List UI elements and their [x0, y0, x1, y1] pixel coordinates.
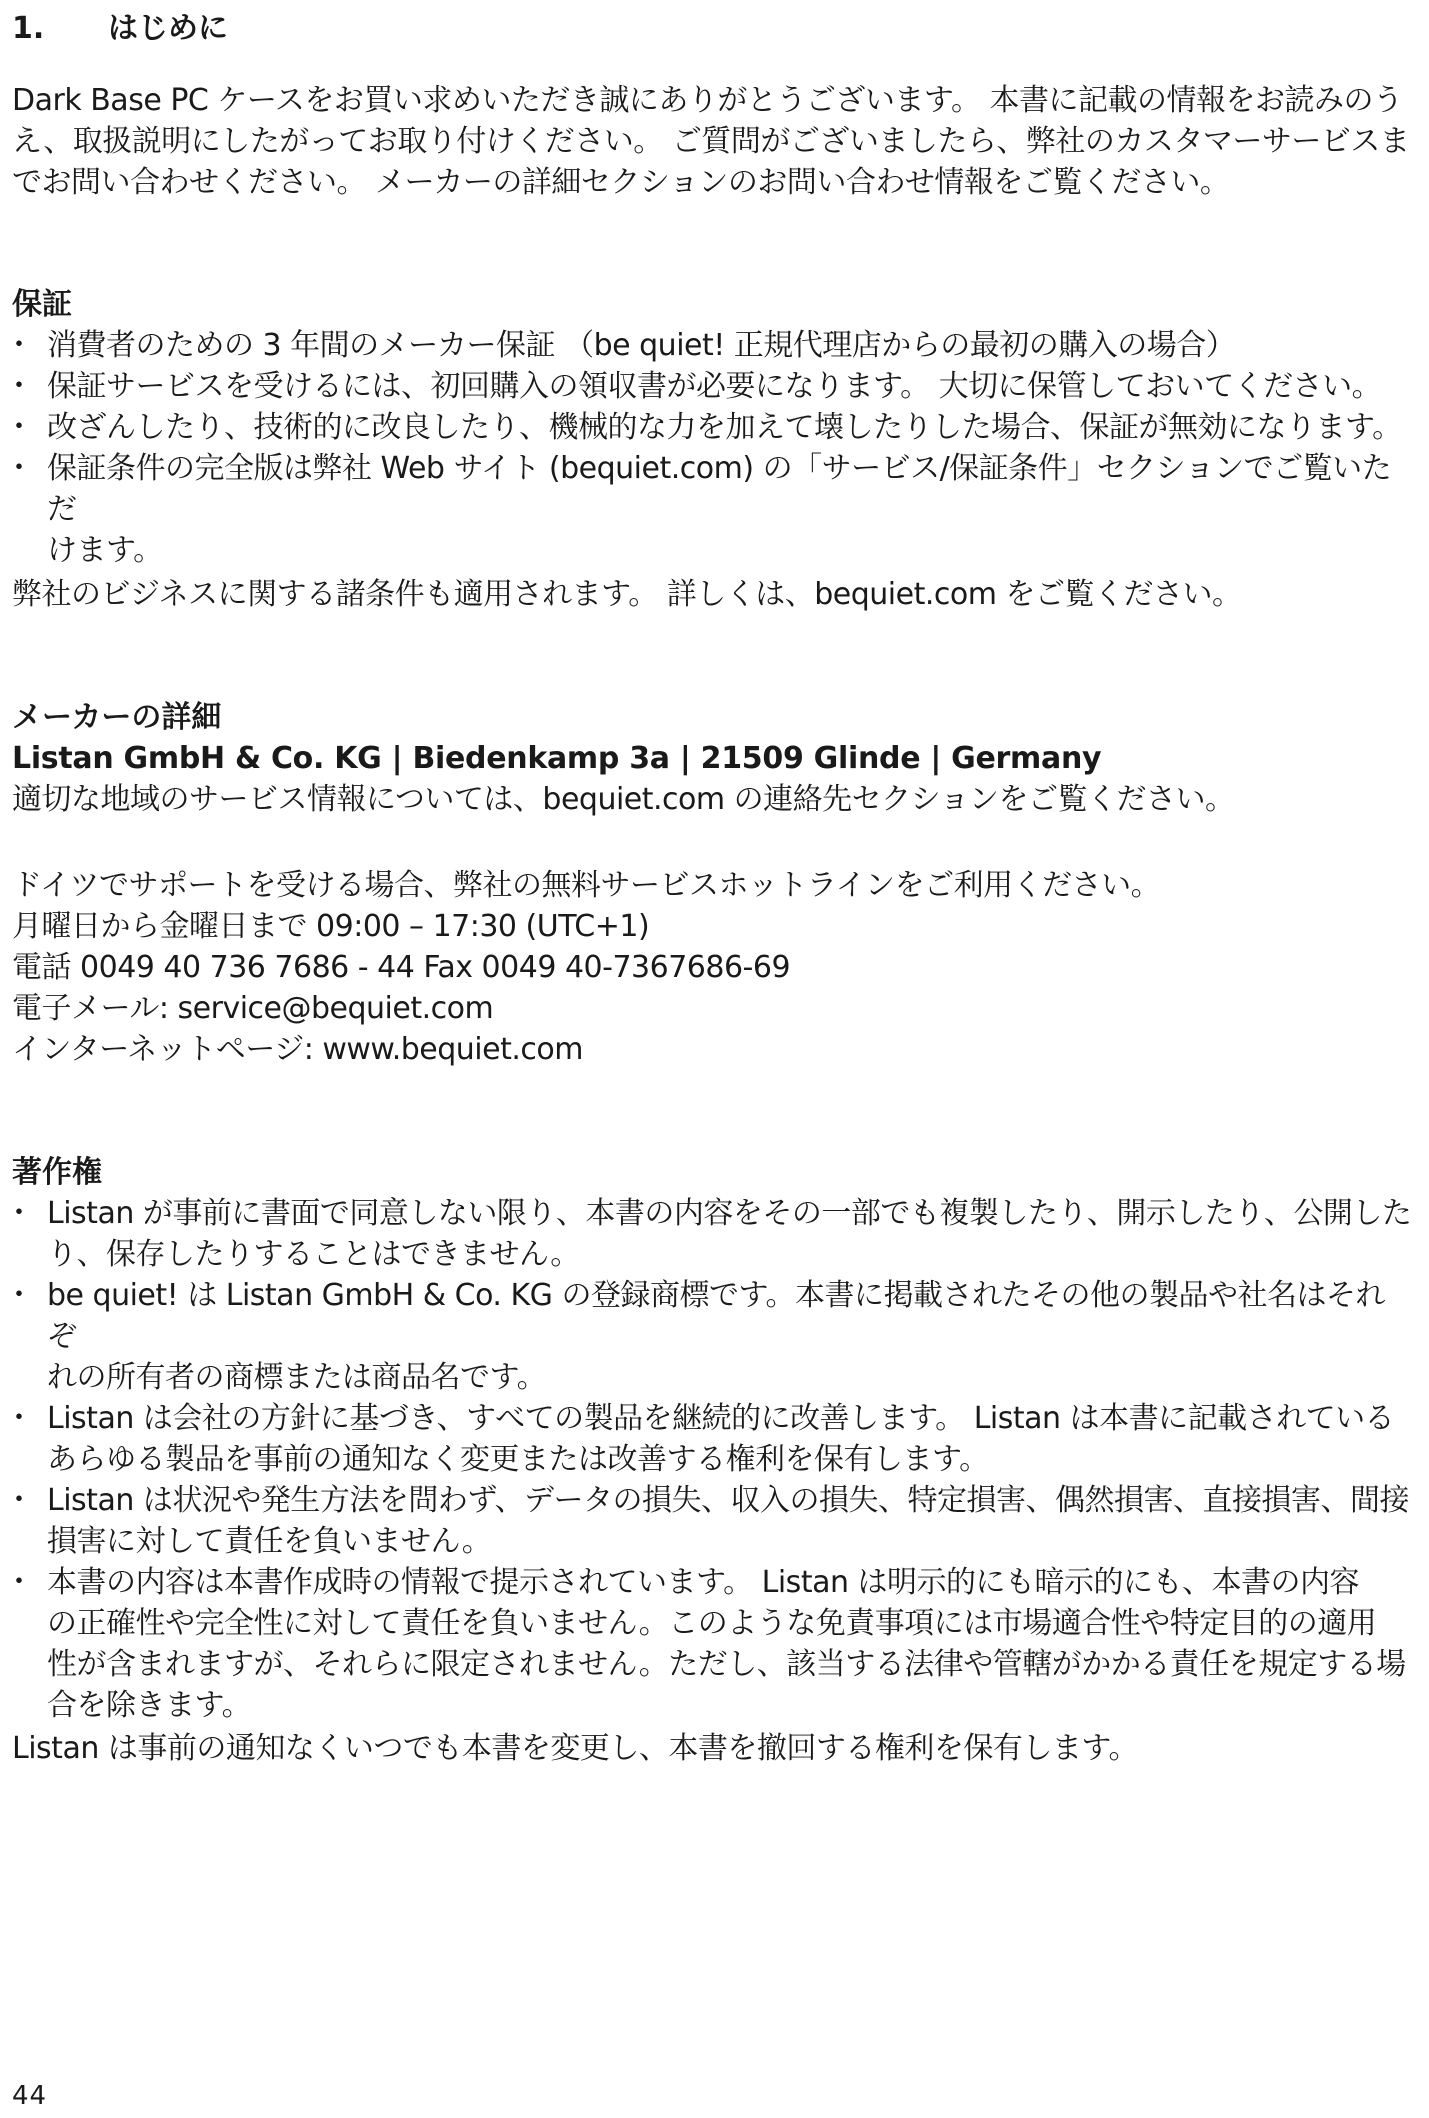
regional-service-info: 適切な地域のサービス情報については、bequiet.com の連絡先セクションをご覧ください。 [12, 782, 1235, 817]
copyright-heading: 著作権 [12, 1155, 102, 1190]
maker-address: Listan GmbH & Co. KG | Biedenkamp 3a | 21509 Glinde | Germany [12, 741, 1102, 776]
warranty-item: ・ 消費者のための 3 年間のメーカー保証 （be quiet! 正規代理店からの最初の購入の場合） [12, 325, 1412, 366]
chapter-number: 1. [12, 11, 45, 46]
support-hotline-line: ドイツでサポートを受ける場合、弊社の無料サービスホットラインをご利用ください。 [12, 868, 1161, 903]
final-note-section [12, 1728, 1412, 1769]
chapter-heading [12, 8, 228, 49]
business-terms-section [12, 574, 1412, 615]
maker-heading: メーカーの詳細 [12, 700, 222, 735]
copyright-item: ・ Listan は状況や発生方法を問わず、データの損失、収入の損失、特定損害、偶然損害、直接損害、間接 損害に対して責任を負いません。 [12, 1480, 1412, 1562]
warranty-list [12, 325, 1412, 571]
support-email-line: 電子メール: service@bequiet.com [12, 991, 494, 1026]
warranty-item: ・ 保証サービスを受けるには、初回購入の領収書が必要になります。 大切に保管しておいてください。 [12, 366, 1412, 407]
intro-section [12, 80, 1412, 203]
warranty-heading: 保証 [12, 287, 72, 322]
support-website-line: インターネットページ: www.bequiet.com [12, 1032, 583, 1067]
support-contact-block [12, 865, 1412, 1070]
intro-paragraph: Dark Base PC ケースをお買い求めいただき誠にありがとうございます。 本書に記載の情報をお読みのう え、取扱説明にしたがってお取り付けください。 ご質問がございましたら、弊社のカスタマーサービスま でお問い合わせください。 メーカーの詳細セクションのお問い合わせ情報をご覧ください。 [12, 83, 1410, 200]
copyright-item: ・ 本書の内容は本書作成時の情報で提示されています。 Listan は明示的にも暗示的にも、本書の内容 の正確性や完全性に対して責任を負いません。このような免責事項には市場適合性や特定目的の適用 性が含まれますが、それらに限定されません。ただし、該当する法律や管轄がかかる責任を規定する場 合を除きます。 [12, 1562, 1412, 1726]
support-hours-line: 月曜日から金曜日まで 09:00 – 17:30 (UTC+1) [12, 909, 650, 944]
copyright-section [12, 1152, 1412, 1726]
copyright-item: ・ be quiet! は Listan GmbH & Co. KG の登録商標です。本書に掲載されたその他の製品や社名はそれぞ れの所有者の商標または商品名です。 [12, 1275, 1412, 1398]
warranty-item: ・ 改ざんしたり、技術的に改良したり、機械的な力を加えて壊したりした場合、保証が無効になります。 [12, 407, 1412, 448]
chapter-title: はじめに [108, 11, 228, 46]
page-number: 44 [12, 2081, 48, 2111]
support-phone-line: 電話 0049 40 736 7686 - 44 Fax 0049 40-7367686-69 [12, 950, 791, 985]
warranty-section [12, 284, 1412, 571]
business-terms-paragraph: 弊社のビジネスに関する諸条件も適用されます。 詳しくは、bequiet.com をご覧ください。 [12, 577, 1242, 612]
copyright-list [12, 1193, 1412, 1726]
final-note-paragraph: Listan は事前の通知なくいつでも本書を変更し、本書を撤回する権利を保有します。 [12, 1731, 1138, 1766]
copyright-item: ・ Listan が事前に書面で同意しない限り、本書の内容をその一部でも複製したり、開示したり、公開した り、保存したりすることはできません。 [12, 1193, 1412, 1275]
maker-details-section [12, 697, 1412, 820]
copyright-item: ・ Listan は会社の方針に基づき、すべての製品を継続的に改善します。 Listan は本書に記載されている あらゆる製品を事前の通知なく変更または改善する権利を保有します。 [12, 1398, 1412, 1480]
warranty-item: ・ 保証条件の完全版は弊社 Web サイト (bequiet.com) の「サービス/保証条件」セクションでご覧いただ けます。 [12, 448, 1412, 571]
